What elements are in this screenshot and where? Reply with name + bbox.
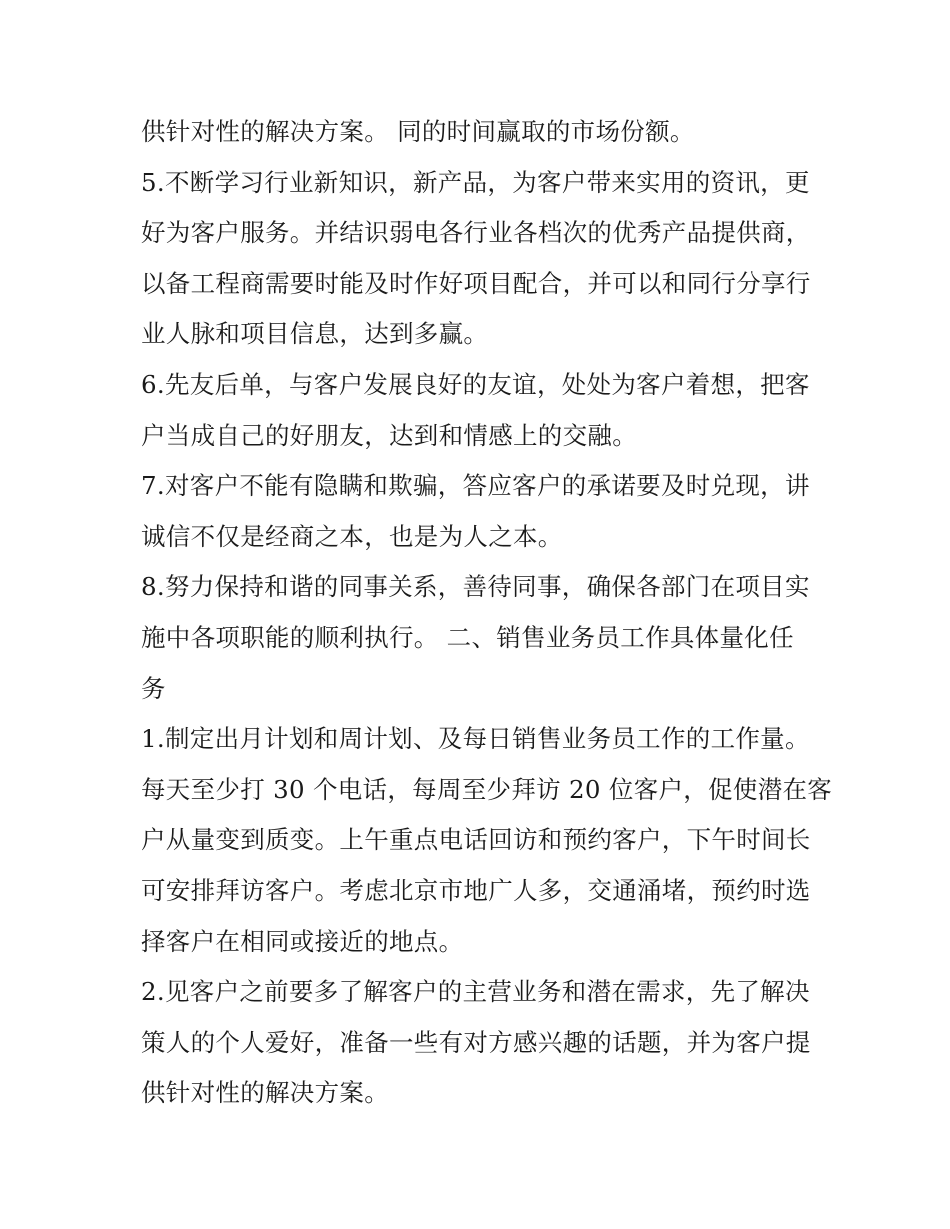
text-line: 择客户在相同或接近的地点。 <box>141 926 464 956</box>
text-line: 施中各项职能的顺利执行。 二、销售业务员工作具体量化任 <box>141 622 794 652</box>
body-text <box>141 107 833 1119</box>
text-line: 户当成自己的好朋友，达到和情感上的交融。 <box>141 420 637 450</box>
text-line: 5.不断学习行业新知识，新产品，为客户带来实用的资讯，更 <box>141 167 810 197</box>
text-line: 户从量变到质变。上午重点电话回访和预约客户，下午时间长 <box>141 825 811 855</box>
text-line: 7.对客户不能有隐瞒和欺骗，答应客户的承诺要及时兑现，讲 <box>141 471 810 501</box>
text-line: 供针对性的解决方案。 <box>141 1078 389 1108</box>
text-line: 策人的个人爱好，准备一些有对方感兴趣的话题，并为客户提 <box>141 1027 811 1057</box>
text-line: 可安排拜访客户。考虑北京市地广人多，交通涌堵，预约时选 <box>141 875 811 905</box>
text-line: 2.见客户之前要多了解客户的主营业务和潜在需求，先了解决 <box>141 977 810 1007</box>
text-line: 诚信不仅是经商之本，也是为人之本。 <box>141 521 563 551</box>
text-line: 以备工程商需要时能及时作好项目配合，并可以和同行分享行 <box>141 268 811 298</box>
text-line: 供针对性的解决方案。 同的时间赢取的市场份额。 <box>141 117 695 146</box>
text-line: 8.努力保持和谐的同事关系，善待同事，确保各部门在项目实 <box>141 572 810 602</box>
text-line: 1.制定出月计划和周计划、及每日销售业务员工作的工作量。 <box>141 724 810 754</box>
text-line: 好为客户服务。并结识弱电各行业各档次的优秀产品提供商， <box>141 218 811 248</box>
text-line: 业人脉和项目信息，达到多赢。 <box>141 319 489 349</box>
text-line: 每天至少打 30 个电话，每周至少拜访 20 位客户，促使潜在客 <box>141 774 833 804</box>
text-line: 6.先友后单，与客户发展良好的友谊，处处为客户着想，把客 <box>141 369 810 399</box>
text-line: 务 <box>141 673 166 703</box>
